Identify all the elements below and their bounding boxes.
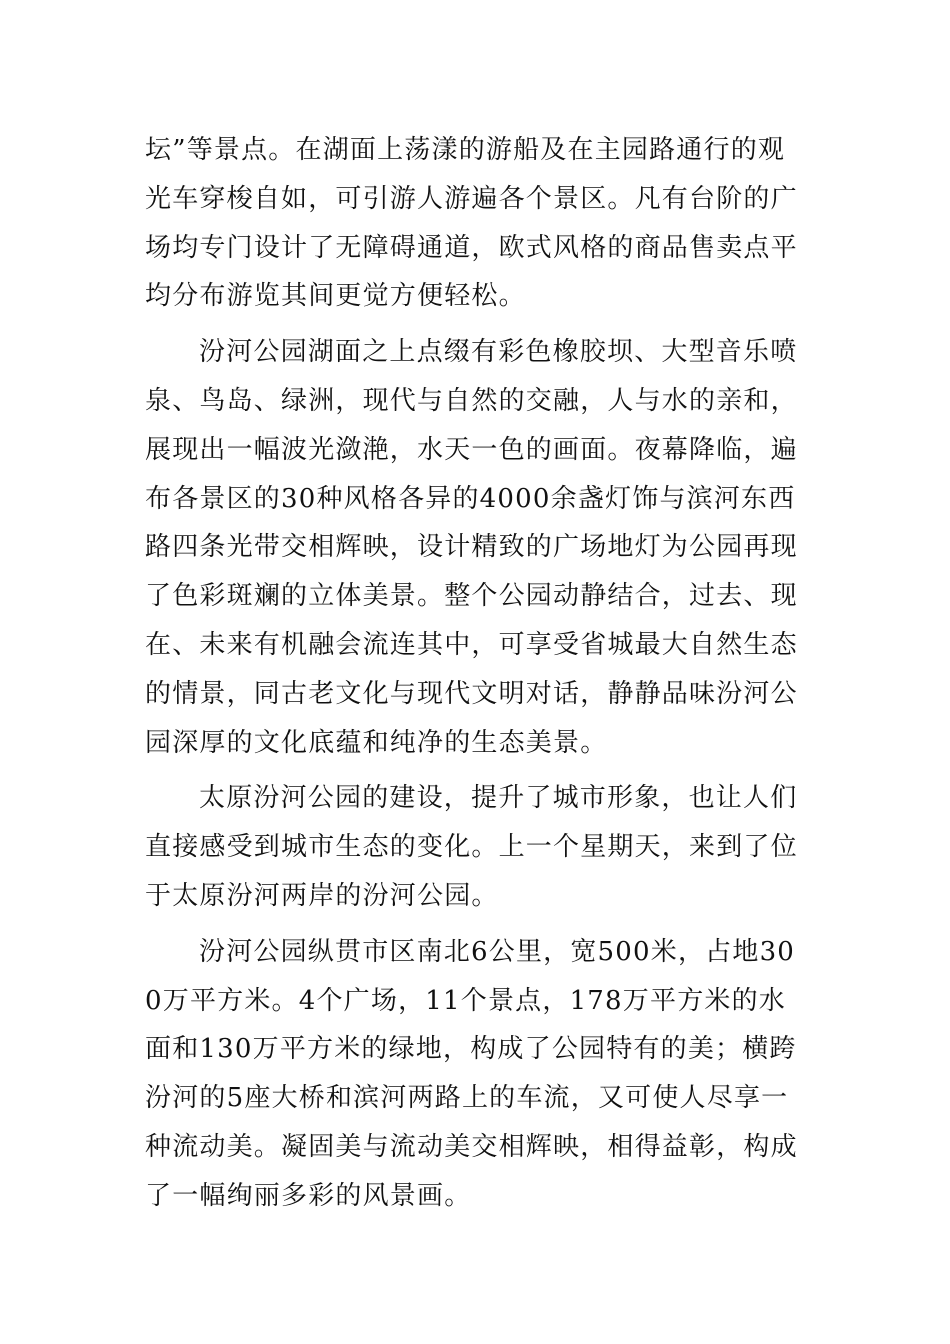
- paragraph-3: 太原汾河公园的建设，提升了城市形象，也让人们直接感受到城市生态的变化。上一个星期天，来到了位于太原汾河两岸的汾河公园。: [145, 783, 798, 911]
- body-text: [145, 126, 810, 1228]
- paragraph-1: 坛”等景点。在湖面上荡漾的游船及在主园路通行的观光车穿梭自如，可引游人游遍各个景区。凡有台阶的广场均专门设计了无障碍通道，欧式风格的商品售卖点平均分布游览其间更觉方便轻松。: [145, 135, 798, 312]
- paragraph-4: 汾河公园纵贯市区南北6公里，宽500米，占地300万平方米。4个广场，11个景点，178万平方米的水面和130万平方米的绿地，构成了公园特有的美；横跨汾河的5座大桥和滨河两路上的车流，又可使人尽享一种流动美。凝固美与流动美交相辉映，相得益彰，构成了一幅绚丽多彩的风景画。: [145, 936, 798, 1211]
- paragraph-2: 汾河公园湖面之上点缀有彩色橡胶坝、大型音乐喷泉、鸟岛、绿洲，现代与自然的交融，人与水的亲和，展现出一幅波光潋滟，水天一色的画面。夜幕降临，遍布各景区的30种风格各异的4000余盏灯饰与滨河东西路四条光带交相辉映，设计精致的广场地灯为公园再现了色彩斑斓的立体美景。整个公园动静结合，过去、现在、未来有机融会流连其中，可享受省城最大自然生态的情景，同古老文化与现代文明对话，静静品味汾河公园深厚的文化底蕴和纯净的生态美景。: [145, 337, 798, 758]
